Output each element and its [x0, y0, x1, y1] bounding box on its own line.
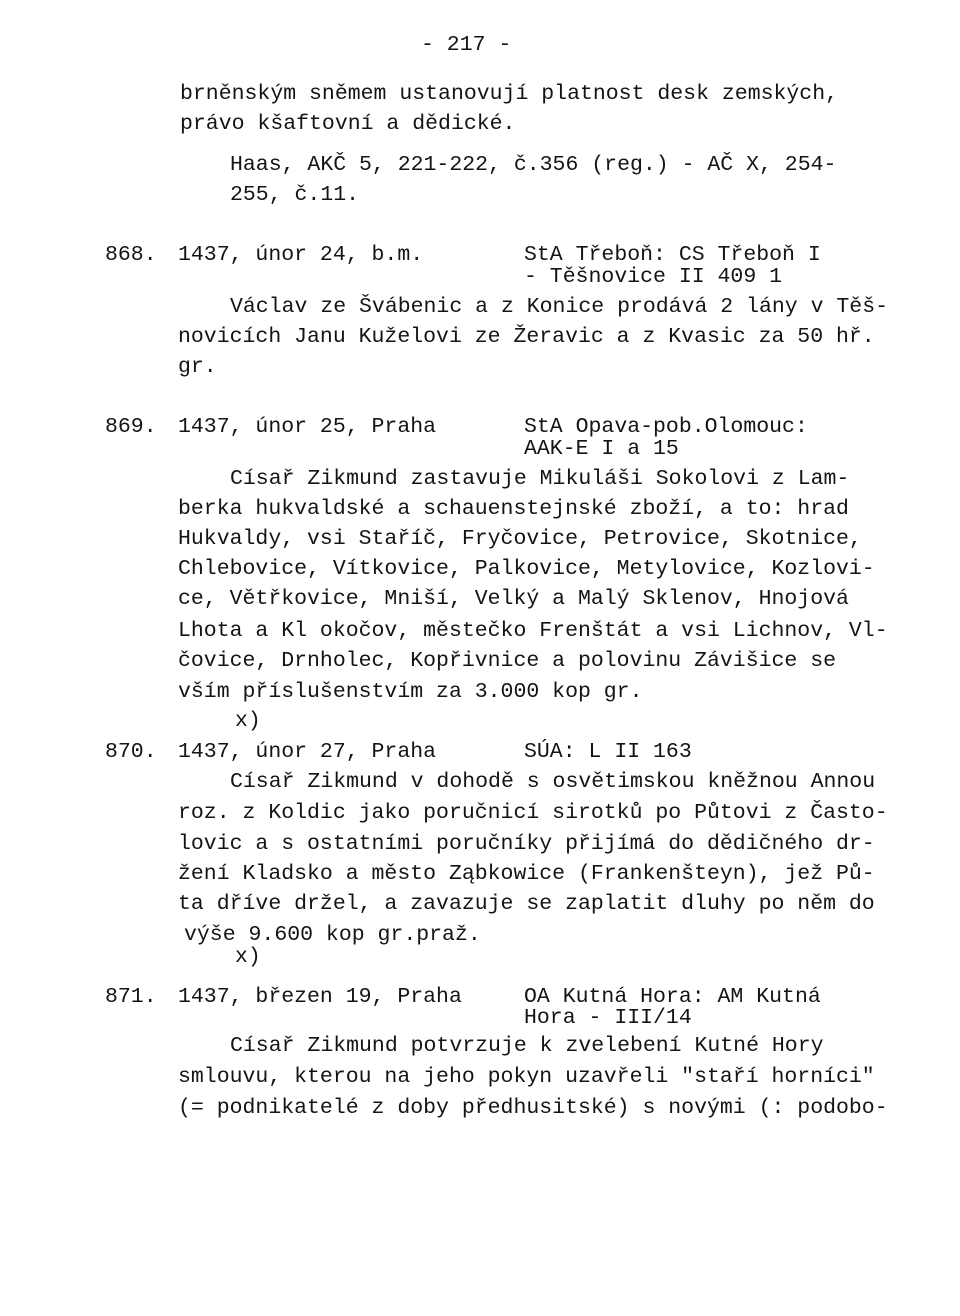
entry-date: 1437, březen 19, Praha [178, 985, 462, 1009]
entry-number: 869. [105, 415, 157, 439]
entry-text-line: Císař Zikmund potvrzuje k zvelebení Kutné Hory [230, 1034, 824, 1058]
entry-text-line: gr. [178, 355, 217, 379]
entry-source: StA Opava-pob.Olomouc: [524, 415, 808, 439]
entry-source: AAK-E I a 15 [524, 437, 679, 461]
entry-text-line: smlouvu, kterou na jeho pokyn uzavřeli "staří horníci" [178, 1065, 875, 1089]
entry-number: 868. [105, 243, 157, 267]
text-line: právo kšaftovní a dědické. [180, 112, 516, 136]
entry-text-line: Hukvaldy, vsi Staříč, Fryčovice, Petrovice, Skotnice, [178, 527, 862, 551]
entry-source: Hora - III/14 [524, 1006, 692, 1030]
entry-number: 870. [105, 740, 157, 764]
entry-text-line: vším příslušenstvím za 3.000 kop gr. [178, 680, 643, 704]
entry-text-line: Lhota a Kl okočov, městečko Frenštát a vsi Lichnov, Vl- [178, 619, 888, 643]
text-line: brněnským sněmem ustanovují platnost desk zemských, [180, 82, 839, 106]
entry-source: OA Kutná Hora: AM Kutná [524, 985, 821, 1009]
entry-number: 871. [105, 985, 157, 1009]
entry-text-line: Václav ze Švábenic a z Konice prodává 2 lány v Těš- [230, 295, 889, 319]
reference-line: Haas, AKČ 5, 221-222, č.356 (reg.) - AČ X, 254- [230, 153, 837, 177]
entry-text-line: ce, Větřkovice, Mniší, Velký a Malý Sklenov, Hnojová [178, 587, 849, 611]
entry-source: StA Třeboň: CS Třeboň I [524, 243, 821, 267]
entry-text-line: Císař Zikmund zastavuje Mikuláši Sokolovi z Lam- [230, 467, 850, 491]
entry-text-line: Chlebovice, Vítkovice, Palkovice, Metylovice, Kozlovi- [178, 557, 875, 581]
entry-text-line: novicích Janu Kuželovi ze Žeravic a z Kvasic za 50 hř. [178, 325, 875, 349]
entry-source: - Těšnovice II 409 1 [524, 265, 783, 289]
page-number: - 217 - [421, 33, 512, 57]
entry-date: 1437, únor 27, Praha [178, 740, 437, 764]
entry-text-line: roz. z Koldic jako poručnicí sirotků po Půtovi z Často- [178, 801, 888, 825]
entry-text-line: čovice, Drnholec, Kopřivnice a polovinu Závišice se [178, 649, 837, 673]
footnote-marker: x) [235, 709, 261, 733]
entry-date: 1437, únor 25, Praha [178, 415, 437, 439]
reference-line: 255, č.11. [230, 183, 360, 207]
entry-text-line: žení Kladsko a město Ząbkowice (Frankenšteyn), jež Pů- [178, 862, 875, 886]
entry-text-line: berka hukvaldské a schauenstejnské zboží, a to: hrad [178, 497, 849, 521]
entry-text-line: výše 9.600 kop gr.praž. [184, 923, 481, 947]
entry-source: SÚA: L II 163 [524, 740, 692, 764]
footnote-marker: x) [235, 945, 261, 969]
entry-text-line: (= podnikatelé z doby předhusitské) s novými (: podobo- [178, 1096, 888, 1120]
entry-text-line: Císař Zikmund v dohodě s osvětimskou kněžnou Annou [230, 770, 876, 794]
entry-date: 1437, únor 24, b.m. [178, 243, 424, 267]
entry-text-line: lovic a s ostatními poručníky přijímá do dědičného dr- [178, 832, 875, 856]
entry-text-line: ta dříve držel, a zavazuje se zaplatit dluhy po něm do [178, 892, 875, 916]
